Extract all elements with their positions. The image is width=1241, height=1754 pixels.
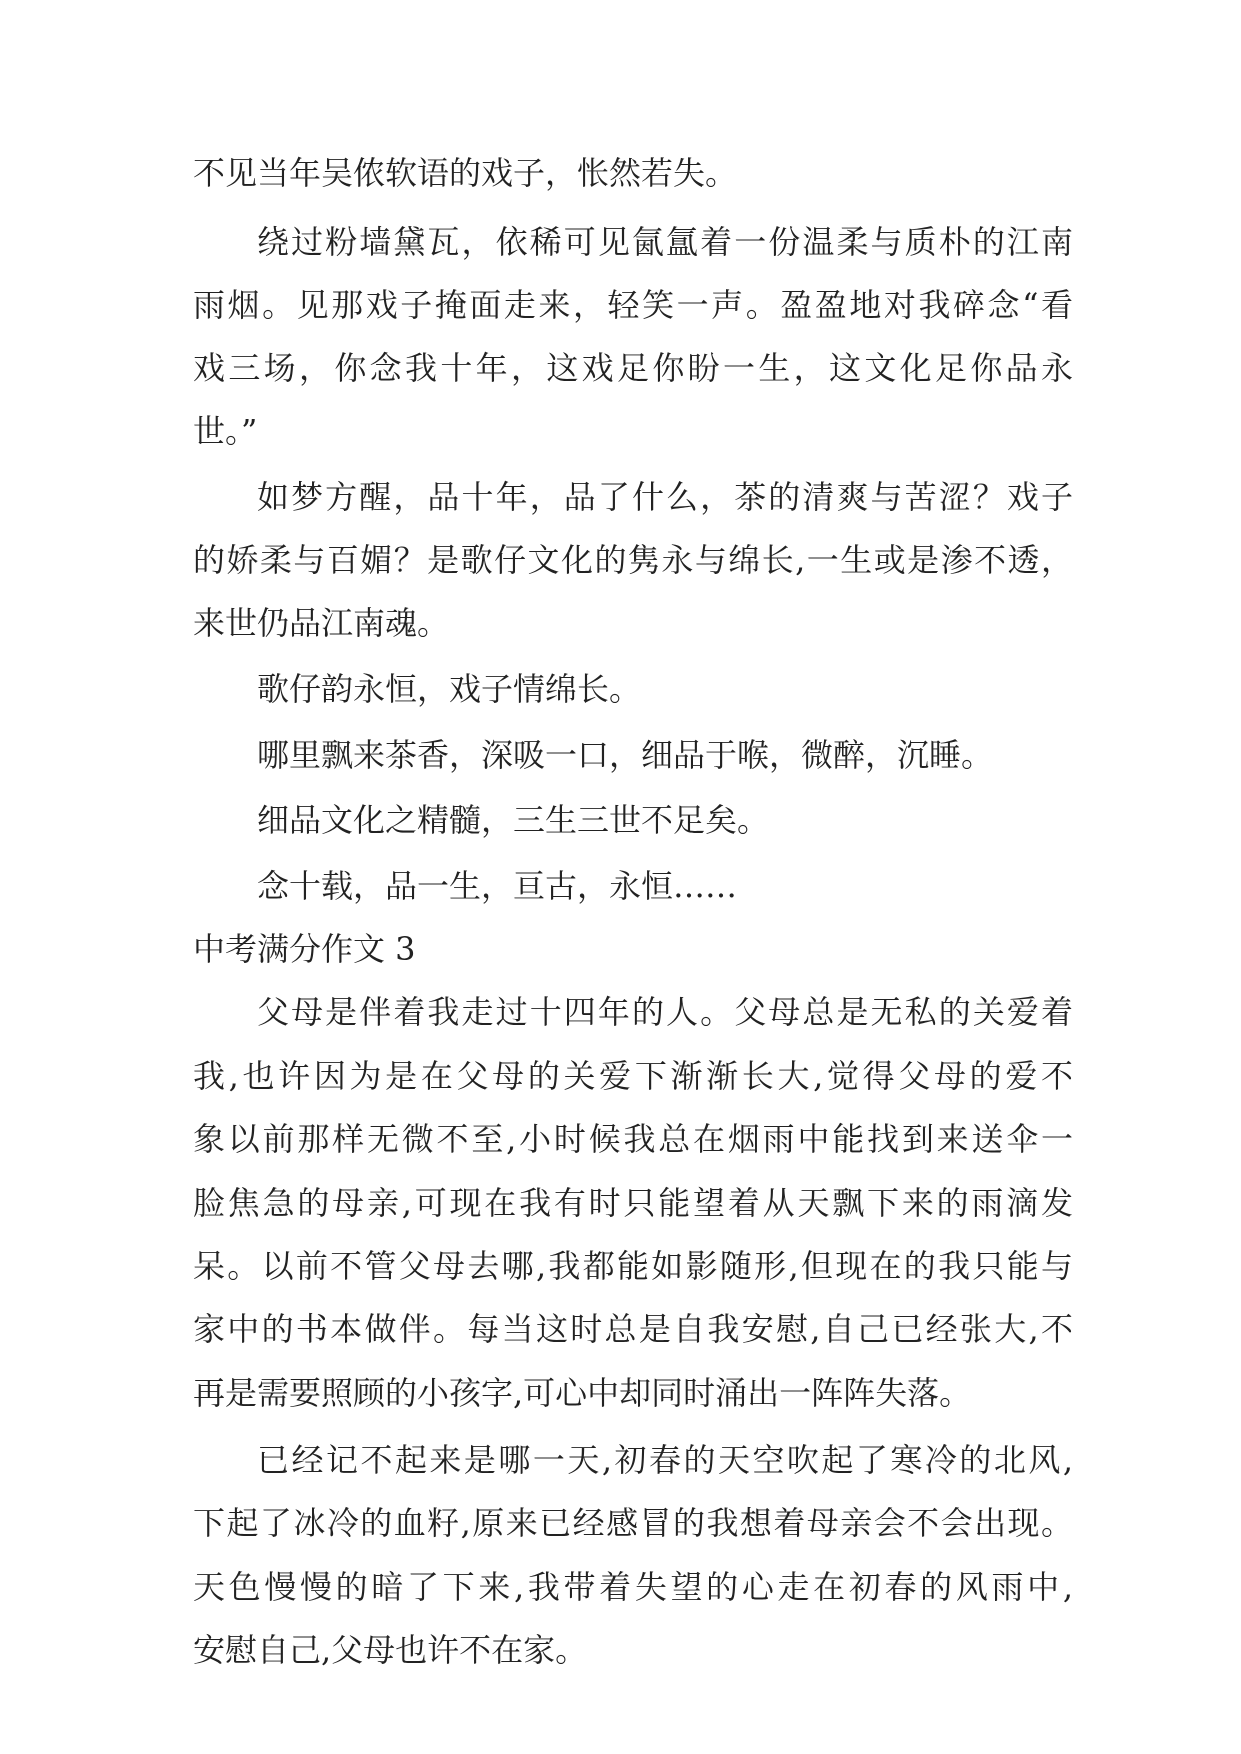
text-line: 来世仍品江南魂。 <box>193 604 450 642</box>
text-line: 安慰自己,父母也许不在家。 <box>193 1631 588 1669</box>
text-line: 世。” <box>193 412 258 450</box>
text-line: 脸焦急的母亲,可现在我有时只能望着从天飘下来的雨滴发 <box>193 1184 1073 1222</box>
text-line: 如梦方醒，品十年，品了什么，茶的清爽与苦涩？戏子 <box>257 478 1073 516</box>
section-heading: 中考满分作文 3 <box>193 930 416 968</box>
text-line: 已经记不起来是哪一天,初春的天空吹起了寒冷的北风, <box>257 1441 1073 1479</box>
text-line: 细品文化之精髓，三生三世不足矣。 <box>257 801 770 839</box>
text-line: 不见当年吴侬软语的戏子，怅然若失。 <box>193 154 738 192</box>
text-line: 念十载，品一生，亘古，永恒…… <box>257 867 738 905</box>
text-line: 家中的书本做伴。每当这时总是自我安慰,自己已经张大,不 <box>193 1310 1073 1348</box>
text-line: 戏三场，你念我十年，这戏足你盼一生，这文化足你品永 <box>193 349 1073 387</box>
text-line: 父母是伴着我走过十四年的人。父母总是无私的关爱着 <box>257 993 1073 1031</box>
text-line: 象以前那样无微不至,小时候我总在烟雨中能找到来送伞一 <box>193 1120 1073 1158</box>
text-line: 的娇柔与百媚？是歌仔文化的隽永与绵长,一生或是渗不透， <box>193 541 1073 579</box>
text-line: 再是需要照顾的小孩字,可心中却同时涌出一阵阵失落。 <box>193 1374 972 1412</box>
text-line: 呆。以前不管父母去哪,我都能如影随形,但现在的我只能与 <box>193 1247 1073 1285</box>
text-line: 雨烟。见那戏子掩面走来，轻笑一声。盈盈地对我碎念“看 <box>193 286 1073 324</box>
text-line: 我,也许因为是在父母的关爱下渐渐长大,觉得父母的爱不 <box>193 1057 1073 1095</box>
text-line: 绕过粉墙黛瓦，依稀可见氤氲着一份温柔与质朴的江南 <box>257 223 1073 261</box>
text-line: 歌仔韵永恒，戏子情绵长。 <box>257 670 642 708</box>
text-line: 天色慢慢的暗了下来,我带着失望的心走在初春的风雨中, <box>193 1568 1073 1606</box>
text-line: 哪里飘来茶香，深吸一口，细品于喉，微醉，沉睡。 <box>257 736 994 774</box>
text-line: 下起了冰冷的血籽,原来已经感冒的我想着母亲会不会出现。 <box>193 1504 1073 1542</box>
